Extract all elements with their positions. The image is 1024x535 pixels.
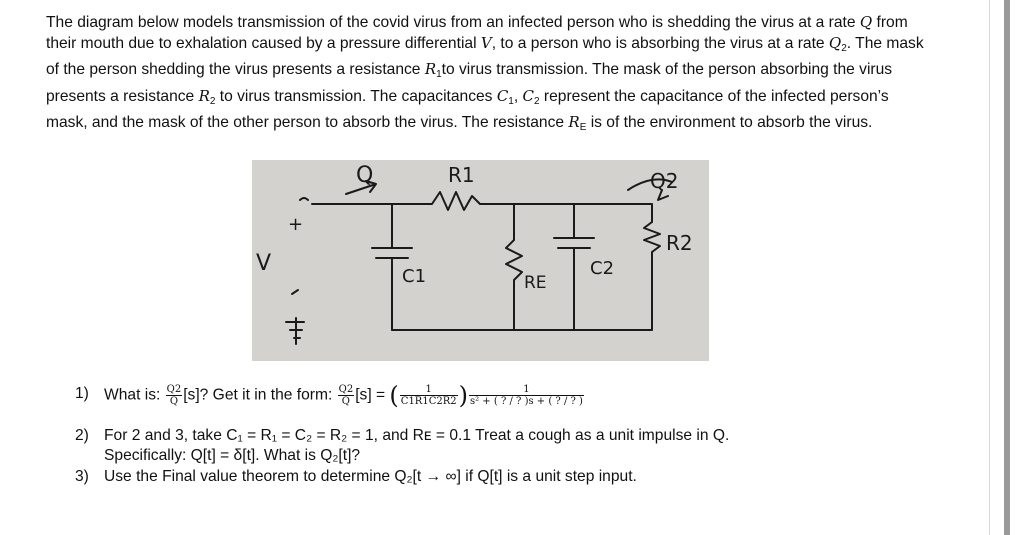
label-v: V [256,251,272,276]
right-top-wire [554,204,652,222]
coefficient-numerator: 1 [400,384,458,396]
open-paren: ( [389,381,399,410]
symbol-v: V [480,34,492,53]
question-3-line-1: Use the Final value theorem to determine Q₂[t → ∞] if Q[t] is a unit step input. [104,468,637,485]
label-re: RE [524,273,547,293]
intro-text-1: The diagram below models transmission of the covid virus from an infected person who is shedding the virus at a rate [46,14,860,31]
source-top-terminal [300,198,308,200]
fraction-form-numerator: Q2 [338,384,354,395]
close-paren: ) [458,381,468,410]
coefficient-fraction [400,384,458,407]
resistor-r2 [644,222,660,260]
question-2-line-1: For 2 and 3, take C₁ = R₁ = C₂ = R₂ = 1, and Rᴇ = 0.1 Treat a cough as a unit impulse in Q. [104,427,730,444]
symbol-r1: R [424,60,437,79]
symbol-comma: , [513,87,523,105]
label-q2: Q2 [650,169,679,193]
question-1-text [104,381,585,410]
fraction-q2-over-q [166,384,183,407]
question-1-text-c: [s] = [355,386,390,404]
symbol-c1-sub: 1 [508,95,514,107]
transfer-numerator: 1 [469,384,584,396]
question-1-text-b: [s]? Get it in the form: [183,386,337,404]
symbol-c1: C [496,86,509,105]
intro-text-3: , to a person who is absorbing the virus at a rate [491,35,829,53]
transfer-fraction [469,384,584,407]
source-bottom-dash [292,290,298,294]
circuit-diagram-photo [252,160,709,361]
question-2-line-2: Specifically: Q[t] = δ[t]. What is Q₂[t]? [104,447,361,464]
capacitor-c2-plates [554,238,594,248]
resistor-re [506,204,522,330]
symbol-q2-sub: 2 [841,43,847,55]
label-q: Q [356,163,374,188]
ground-symbol [286,318,304,344]
intro-text-6: to virus transmission. The capacitances [215,87,497,105]
label-c1: C1 [402,266,427,287]
label-r1: R1 [448,163,475,187]
symbol-q2: Q [828,34,842,53]
capacitor-c1-plates [372,248,412,258]
symbol-r1-sub: 1 [436,69,442,81]
vertical-scrollbar[interactable] [989,0,1024,535]
symbol-r2: R [198,86,210,105]
fraction-denominator: Q [169,396,179,407]
symbol-c2-sub: 2 [534,95,540,107]
intro-text-4: . The mask of the person shedding the virus presents a resistance [46,35,924,79]
circuit-diagram-drawing [252,160,709,361]
top-wire-r1 [312,192,554,210]
coefficient-denominator: C1R1C2R2 [400,396,457,407]
fraction-numerator: Q2 [166,384,182,395]
symbol-re: R [568,112,580,131]
label-plus: + [288,214,304,235]
question-3-number: 3) [75,468,89,485]
symbol-c2: C [522,86,535,105]
intro-text-5: to virus transmission. The mask of the person absorbing the virus presents a resistance [46,61,893,105]
symbol-re-sub: E [579,121,587,133]
intro-text-2: from their mouth due to exhalation caused by a pressure differential [46,14,908,53]
scrollbar-track[interactable] [1004,0,1010,535]
fraction-form-denominator: Q [341,396,350,407]
question-1-text-a: What is: [104,386,165,404]
intro-text-8: is of the environment to absorb the virus. [586,113,873,131]
label-r2: R2 [666,231,693,255]
symbol-r2-sub: 2 [209,95,216,107]
intro-text-7: represent the capacitance of the infected person’s mask, and the mask of the other person to absorb the virus. The resistance [46,87,889,131]
transfer-denominator: s² + ( ? / ? )s + ( ? / ? ) [469,396,583,407]
symbol-q: Q [859,13,873,31]
problem-statement [46,12,926,138]
fraction-q2-over-q-form [338,384,355,407]
question-2-number: 2) [75,427,89,444]
label-c2: C2 [590,258,615,279]
question-1-number: 1) [75,385,89,402]
